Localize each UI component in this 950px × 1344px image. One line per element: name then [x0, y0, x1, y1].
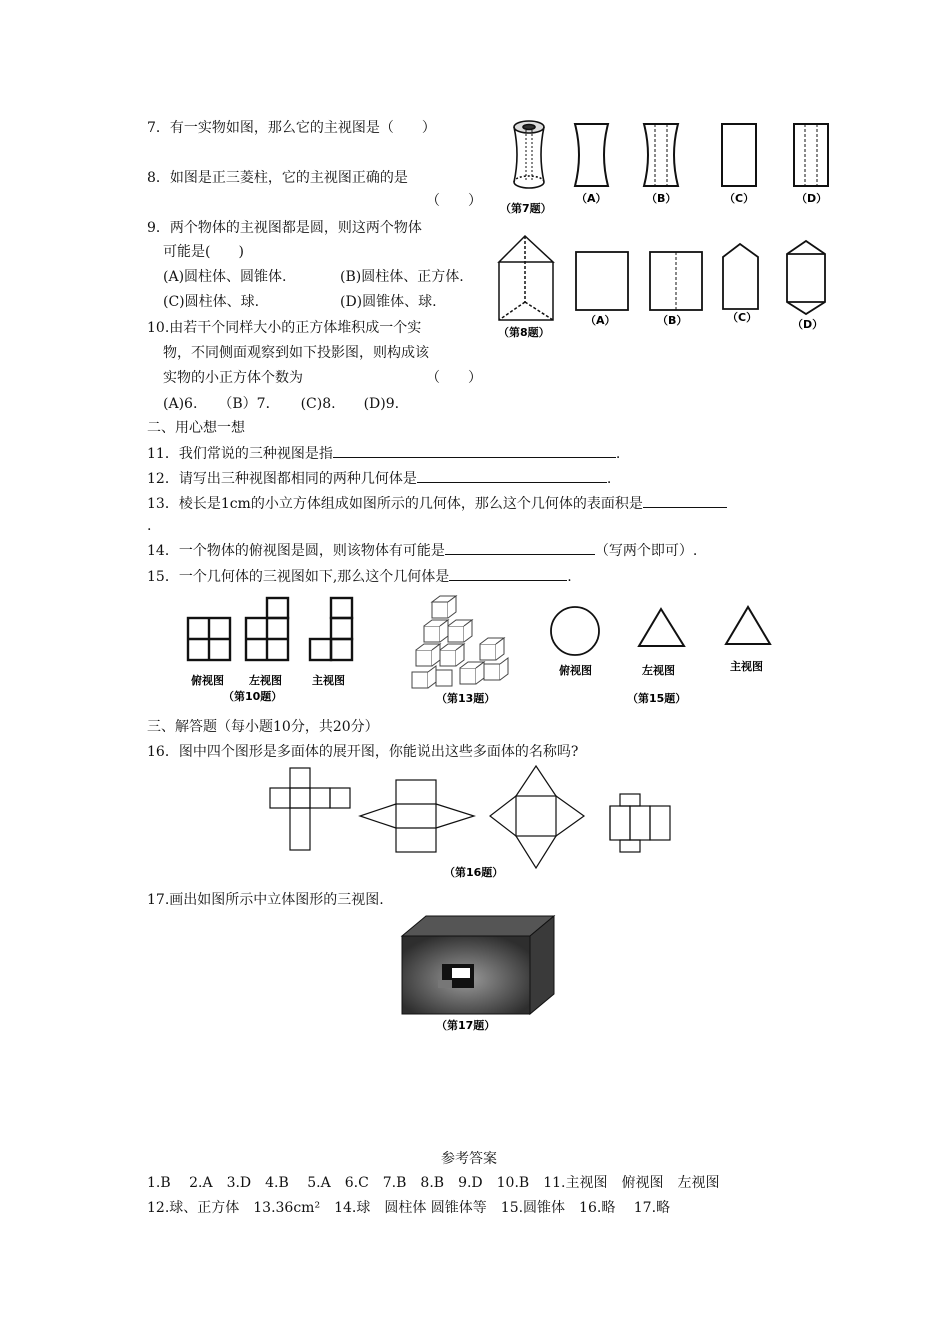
- answer-blank-14[interactable]: [445, 540, 595, 555]
- q16-cube-net: [270, 768, 350, 850]
- question-9-option-b: (B)圆柱体、正方体.: [340, 269, 464, 285]
- q7-option-b-shape: [644, 124, 678, 186]
- q7-label-c: （C）: [724, 192, 755, 205]
- figure-q16: [268, 764, 678, 884]
- figure-q13: [408, 598, 518, 708]
- q16-triangular-prism-net: [360, 780, 474, 852]
- q10-top-view: [188, 618, 230, 660]
- q8-label-d: （D）: [792, 318, 824, 331]
- q8-option-d-shape: [787, 241, 825, 314]
- q15-left-view-triangle: [639, 609, 684, 646]
- question-10-line3: 实物的小正方体个数为: [163, 370, 303, 386]
- q15-label-front-view: 主视图: [730, 660, 763, 673]
- q7-option-c-shape: [722, 124, 756, 186]
- caption-q8: （第8题）: [498, 326, 550, 339]
- q10-label-left-view: 左视图: [249, 674, 282, 687]
- caption-q16: （第16题）: [444, 866, 504, 879]
- q7-option-d-shape: [794, 124, 828, 186]
- answer-blank-13[interactable]: [643, 493, 727, 508]
- answer-blank-11[interactable]: [333, 443, 616, 458]
- question-12: 12．请写出三种视图都相同的两种几何体是 .: [147, 468, 611, 489]
- answer-blank-12[interactable]: [417, 468, 607, 483]
- answer-key-line2: 12.球、正方体 13.36cm² 14.球 圆柱体 圆锥体等 15.圆锥体 16.略 17.略: [147, 1200, 671, 1216]
- q10-front-view: [310, 598, 352, 660]
- question-9-option-c: (C)圆柱体、球.: [163, 294, 260, 310]
- q7-label-a: （A）: [576, 192, 607, 205]
- caption-q13: （第13题）: [436, 692, 496, 705]
- caption-q7: （第7题）: [500, 202, 552, 215]
- q15-label-top-view: 俯视图: [559, 664, 592, 677]
- question-11: 11．我们常说的三种视图是指 .: [147, 443, 620, 464]
- q8-option-b-shape: [650, 252, 702, 310]
- q7-solid-object: [514, 121, 544, 188]
- question-9-option-d: (D)圆锥体、球.: [340, 294, 437, 310]
- answer-blank-15[interactable]: [449, 566, 567, 581]
- question-8-paren: （ ）: [426, 193, 482, 209]
- figure-q15: [545, 598, 795, 708]
- q15-top-view-circle: [551, 607, 599, 655]
- answer-key-title: 参考答案: [441, 1151, 497, 1167]
- q10-label-top-view: 俯视图: [191, 674, 224, 687]
- caption-q10: （第10题）: [223, 690, 283, 703]
- figure-q10: [185, 596, 365, 706]
- q8-label-a: （A）: [585, 314, 616, 327]
- q17-solid-block: [402, 916, 554, 1014]
- question-16: 16．图中四个图形是多面体的展开图，你能说出这些多面体的名称吗?: [147, 744, 579, 760]
- section-3-heading: 三、解答题（每小题10分，共20分）: [147, 719, 379, 735]
- question-9-line1: 9．两个物体的主视图都是圆，则这两个物体: [147, 220, 422, 236]
- q16-rectangular-prism-net: [610, 794, 670, 852]
- q8-label-c: （C）: [727, 311, 758, 324]
- q8-label-b: （B）: [657, 314, 688, 327]
- q13-cube-stack: [412, 596, 508, 688]
- question-7: 7．有一实物如图，那么它的主视图是（ ）: [147, 120, 436, 136]
- q7-label-d: （D）: [796, 192, 828, 205]
- question-13: 13．棱长是1cm的小立方体组成如图所示的几何体，那么这个几何体的表面积是: [147, 493, 727, 514]
- q10-left-view: [246, 598, 288, 660]
- q15-label-left-view: 左视图: [642, 664, 675, 677]
- question-8: 8．如图是正三菱柱，它的主视图正确的是: [147, 170, 408, 186]
- question-15: 15．一个几何体的三视图如下,那么这个几何体是 .: [147, 566, 572, 587]
- q7-option-a-shape: [575, 124, 608, 186]
- q10-label-front-view: 主视图: [312, 674, 345, 687]
- caption-q17: （第17题）: [436, 1019, 496, 1032]
- figure-q17: [398, 912, 558, 1036]
- question-9-line2: 可能是( ): [163, 244, 244, 260]
- section-2-heading: 二、用心想一想: [147, 420, 245, 436]
- question-10-paren: （ ）: [426, 370, 482, 386]
- q8-option-c-shape: [723, 244, 758, 309]
- question-10-line2: 物，不同侧面观察到如下投影图，则构成该: [163, 345, 429, 361]
- q7-label-b: （B）: [646, 192, 677, 205]
- q8-triangular-prism: [499, 236, 553, 320]
- question-10-line1: 10.由若干个同样大小的正方体堆积成一个实: [147, 320, 422, 336]
- question-13-end: .: [147, 518, 152, 534]
- question-10-options: (A)6. （B）7． (C)8. (D)9.: [163, 396, 400, 412]
- question-14: 14．一个物体的俯视图是圆，则该物体有可能是 （写两个即可）.: [147, 540, 697, 561]
- q16-square-pyramid-net: [490, 766, 584, 868]
- question-17: 17.画出如图所示中立体图形的三视图.: [147, 892, 384, 908]
- q8-option-a-shape: [576, 252, 628, 310]
- question-9-option-a: (A)圆柱体、圆锥体.: [163, 269, 287, 285]
- figure-q8: [497, 232, 842, 344]
- figure-q7: [500, 110, 840, 220]
- q15-front-view-triangle: [726, 607, 770, 644]
- caption-q15: （第15题）: [627, 692, 687, 705]
- answer-key-line1: 1.B 2.A 3.D 4.B 5.A 6.C 7.B 8.B 9.D 10.B 11.主视图 俯视图 左视图: [147, 1175, 720, 1191]
